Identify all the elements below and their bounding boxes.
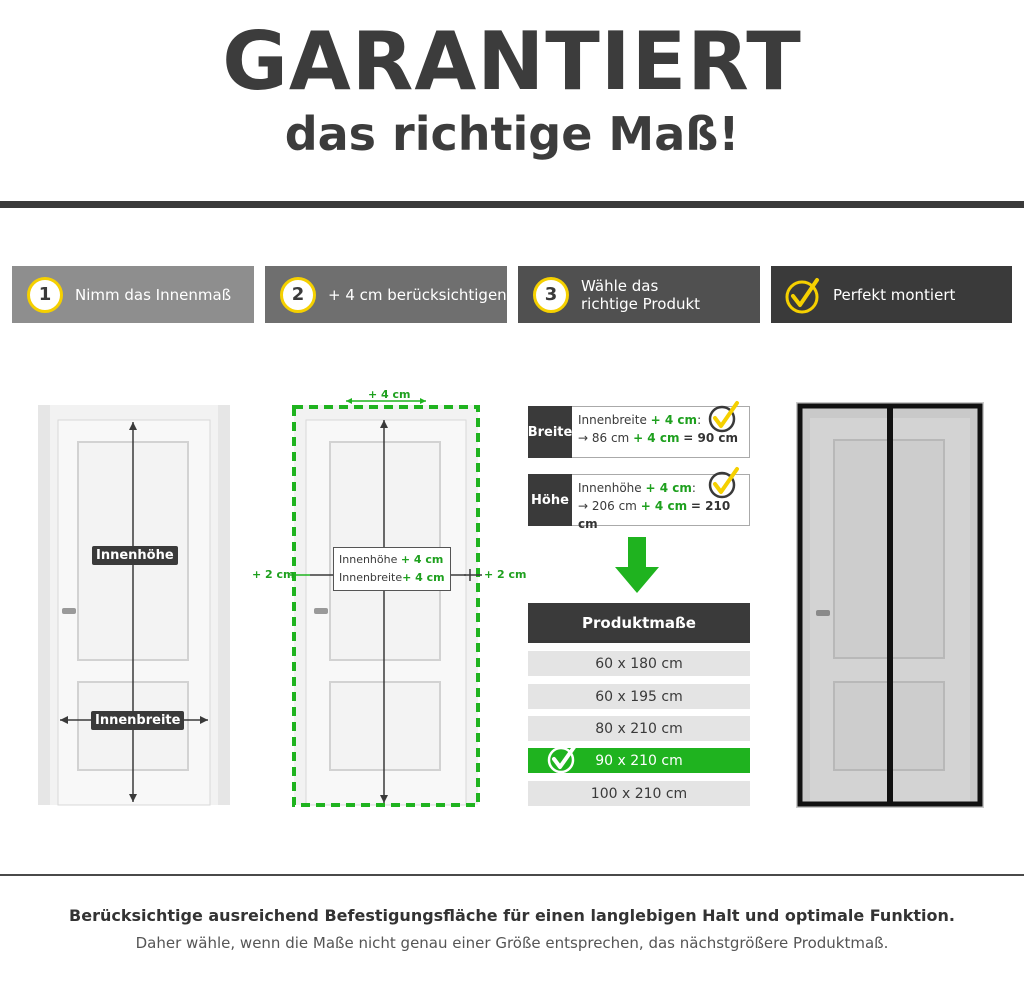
step-1-number: 1 [27, 277, 63, 313]
page-subtitle: das richtige Maß! [284, 107, 740, 161]
height-calc-colon: : [691, 481, 696, 495]
arrow-down-icon [615, 537, 659, 593]
step-1 [12, 266, 254, 323]
height-calc-body [572, 474, 750, 531]
width-calc-line2: → 86 cm [578, 431, 630, 445]
left-plus-label: + 2 cm [252, 568, 295, 581]
step-4-label: Perfekt montiert [833, 285, 956, 304]
height-calc-key: Höhe [528, 474, 572, 526]
width-calc-result: = 90 cm [683, 431, 739, 445]
width-calc-colon: : [697, 413, 702, 427]
check-circle-icon [545, 740, 583, 776]
step-3-label [581, 277, 700, 313]
width-calc-body [572, 406, 750, 458]
measure-height: Innenhöhe [339, 553, 398, 566]
step-3-label-line2: richtige Produkt [581, 294, 701, 313]
check-icon [707, 465, 743, 501]
measure-width-add: + 4 cm [402, 571, 445, 584]
height-calc-result: = 210 cm [578, 499, 731, 531]
width-calc-line1-add: + 4 cm [650, 413, 698, 427]
page-title: GARANTIERT [222, 15, 802, 108]
width-calc-line2-add: + 4 cm [633, 431, 680, 445]
height-calc-line1: Innenhöhe [578, 481, 642, 495]
measure-height-add: + 4 cm [400, 553, 444, 566]
product-size-row: 80 x 210 cm [528, 716, 750, 741]
step-2 [265, 266, 507, 323]
step-3-number: 3 [533, 277, 569, 313]
step-3-label-line1: Wähle das [581, 276, 659, 295]
width-label: Innenbreite [91, 711, 184, 730]
height-calc-line1-add: + 4 cm [645, 481, 692, 495]
product-size-row: 60 x 195 cm [528, 684, 750, 709]
product-sizes-header: Produktmaße [528, 603, 750, 643]
height-calc-line2: → 206 cm [578, 499, 637, 513]
measure-width: Innenbreite [339, 571, 403, 584]
step-3 [518, 266, 760, 323]
product-size-row: 100 x 210 cm [528, 781, 750, 806]
door-illustration-plus-4cm [250, 398, 530, 810]
width-calc [528, 406, 750, 458]
width-calc-key: Breite [528, 406, 572, 458]
right-plus-label: + 2 cm [484, 568, 527, 581]
height-calc-line2-add: + 4 cm [640, 499, 688, 513]
width-calc-line1: Innenbreite [578, 413, 647, 427]
top-plus-label: + 4 cm [368, 388, 411, 401]
check-circle-icon [783, 274, 825, 316]
footer-note: Daher wähle, wenn die Maße nicht genau einer Größe entsprechen, das nächstgrößere Produktmaß. [135, 934, 889, 952]
step-4 [771, 266, 1012, 323]
step-2-label: + 4 cm berücksichtigen [328, 285, 507, 304]
step-1-label: Nimm das Innenmaß [75, 285, 232, 304]
door-with-fly-screen [796, 402, 984, 808]
height-calc [528, 474, 750, 531]
product-size-selected-label: 90 x 210 cm [595, 752, 683, 769]
height-label: Innenhöhe [92, 546, 178, 565]
product-size-row: 60 x 180 cm [528, 651, 750, 676]
footer-note-bold: Berücksichtige ausreichend Befestigungsfläche für einen langlebigen Halt und optimale Funktion. [69, 906, 955, 925]
top-divider [0, 201, 1024, 208]
bottom-divider [0, 874, 1024, 876]
step-2-number: 2 [280, 277, 316, 313]
door-illustration-inner-measure [38, 400, 230, 810]
measure-box [333, 547, 451, 591]
check-icon [707, 399, 743, 435]
